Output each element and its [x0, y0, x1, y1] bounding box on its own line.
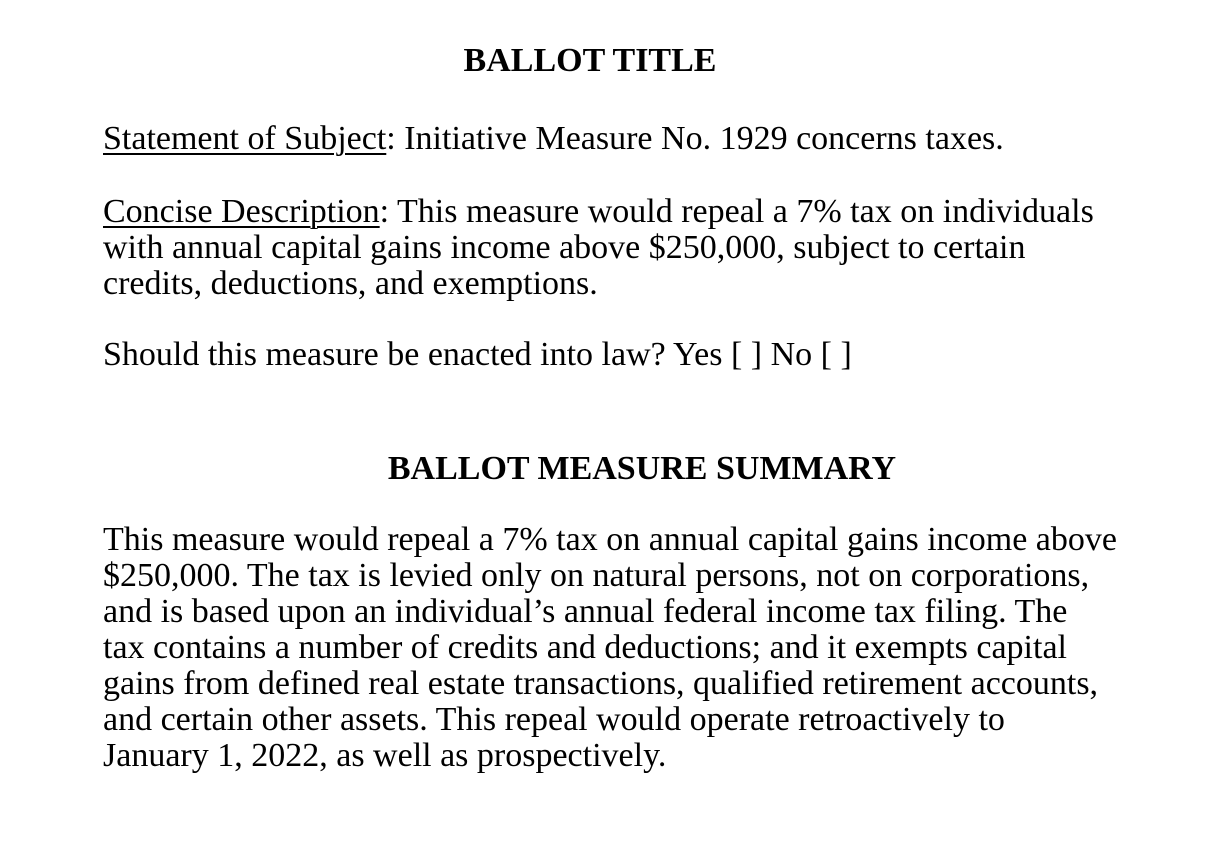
statement-text: : Initiative Measure No. 1929 concerns taxes.: [386, 120, 1004, 157]
description-label: Concise Description: [103, 193, 380, 230]
description-line: credits, deductions, and exemptions.: [103, 265, 598, 302]
summary-heading: BALLOT MEASURE SUMMARY: [387, 450, 897, 487]
summary-line: This measure would repeal a 7% tax on annual capital gains income above: [103, 521, 1117, 558]
summary-line: $250,000. The tax is levied only on natural persons, not on corporations,: [103, 557, 1090, 594]
statement-label: Statement of Subject: [103, 120, 387, 157]
summary-line: and is based upon an individual’s annual federal income tax filing. The: [103, 593, 1068, 630]
description-line: [103, 194, 1094, 230]
summary-line: January 1, 2022, as well as prospectively.: [103, 737, 667, 774]
ballot-question: Should this measure be enacted into law? Yes [ ] No [ ]: [103, 336, 852, 373]
description-text: : This measure would repeal a 7% tax on individuals: [379, 193, 1094, 230]
summary-line: tax contains a number of credits and deductions; and it exempts capital: [103, 629, 1067, 666]
summary-line: and certain other assets. This repeal would operate retroactively to: [103, 701, 1005, 738]
ballot-title-heading: BALLOT TITLE: [463, 42, 717, 79]
statement-of-subject: [103, 121, 1004, 157]
summary-line: gains from defined real estate transactions, qualified retirement accounts,: [103, 665, 1099, 702]
description-line: with annual capital gains income above $250,000, subject to certain: [103, 229, 1026, 266]
